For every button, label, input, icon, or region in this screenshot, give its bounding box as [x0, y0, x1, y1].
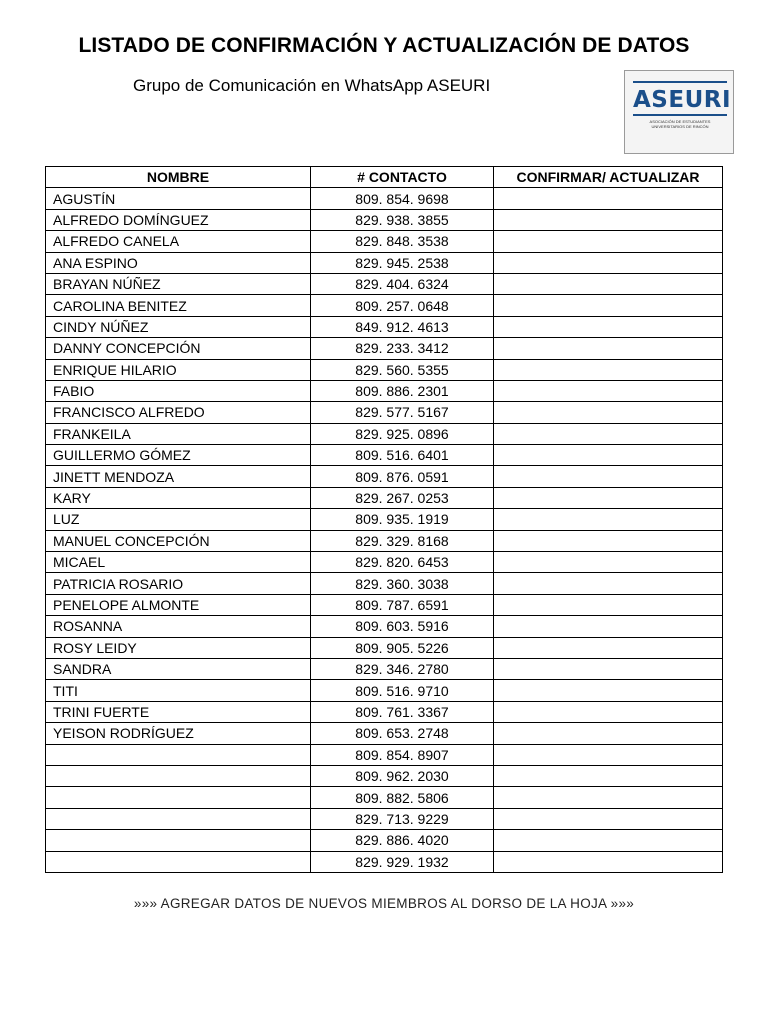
contact-name: ROSANNA	[46, 616, 311, 637]
table-row	[46, 787, 723, 808]
contact-phone: 809. 962. 2030	[311, 765, 494, 786]
contact-phone: 829. 820. 6453	[311, 552, 494, 573]
table-row	[46, 295, 723, 316]
confirm-cell[interactable]	[494, 530, 723, 551]
table-row	[46, 252, 723, 273]
table-row	[46, 380, 723, 401]
confirm-cell[interactable]	[494, 466, 723, 487]
contact-phone: 809. 854. 8907	[311, 744, 494, 765]
contact-phone: 829. 945. 2538	[311, 252, 494, 273]
confirm-cell[interactable]	[494, 701, 723, 722]
table-row	[46, 573, 723, 594]
contact-name: FRANCISCO ALFREDO	[46, 402, 311, 423]
contact-name: ROSY LEIDY	[46, 637, 311, 658]
contact-name: CINDY NÚÑEZ	[46, 316, 311, 337]
header-nombre: NOMBRE	[46, 167, 311, 188]
table-row	[46, 765, 723, 786]
table-row	[46, 830, 723, 851]
header-contacto: # CONTACTO	[311, 167, 494, 188]
contact-phone: 809. 516. 6401	[311, 445, 494, 466]
contact-name: ENRIQUE HILARIO	[46, 359, 311, 380]
table-row	[46, 316, 723, 337]
contact-phone: 829. 404. 6324	[311, 273, 494, 294]
confirm-cell[interactable]	[494, 509, 723, 530]
confirm-cell[interactable]	[494, 380, 723, 401]
table-row	[46, 487, 723, 508]
confirm-cell[interactable]	[494, 787, 723, 808]
table-row	[46, 552, 723, 573]
table-row	[46, 466, 723, 487]
contact-phone: 829. 713. 9229	[311, 808, 494, 829]
table-row	[46, 658, 723, 679]
contact-name: CAROLINA BENITEZ	[46, 295, 311, 316]
contact-name: MICAEL	[46, 552, 311, 573]
table-row	[46, 723, 723, 744]
contact-phone: 829. 886. 4020	[311, 830, 494, 851]
confirm-cell[interactable]	[494, 295, 723, 316]
confirm-cell[interactable]	[494, 680, 723, 701]
table-row	[46, 808, 723, 829]
contact-name: JINETT MENDOZA	[46, 466, 311, 487]
confirm-cell[interactable]	[494, 744, 723, 765]
contact-name: DANNY CONCEPCIÓN	[46, 338, 311, 359]
table-row	[46, 594, 723, 615]
contact-name	[46, 808, 311, 829]
contact-name: BRAYAN NÚÑEZ	[46, 273, 311, 294]
confirm-cell[interactable]	[494, 445, 723, 466]
contact-phone: 829. 938. 3855	[311, 209, 494, 230]
contact-phone: 829. 848. 3538	[311, 231, 494, 252]
contact-phone: 809. 516. 9710	[311, 680, 494, 701]
contact-name: TITI	[46, 680, 311, 701]
contact-phone: 809. 876. 0591	[311, 466, 494, 487]
table-row	[46, 616, 723, 637]
contact-name: KARY	[46, 487, 311, 508]
table-row	[46, 851, 723, 872]
table-row	[46, 445, 723, 466]
contact-name: GUILLERMO GÓMEZ	[46, 445, 311, 466]
contact-name: ALFREDO DOMÍNGUEZ	[46, 209, 311, 230]
confirm-cell[interactable]	[494, 209, 723, 230]
contact-phone: 829. 233. 3412	[311, 338, 494, 359]
contact-name	[46, 851, 311, 872]
table-row	[46, 402, 723, 423]
logo-wordmark: ASEURI	[633, 87, 732, 113]
contact-phone: 849. 912. 4613	[311, 316, 494, 337]
contact-phone: 829. 577. 5167	[311, 402, 494, 423]
table-row	[46, 273, 723, 294]
table-row	[46, 188, 723, 209]
confirm-cell[interactable]	[494, 402, 723, 423]
confirm-cell[interactable]	[494, 658, 723, 679]
confirm-cell[interactable]	[494, 573, 723, 594]
contact-name: TRINI FUERTE	[46, 701, 311, 722]
contact-phone: 809. 603. 5916	[311, 616, 494, 637]
aseuri-logo	[624, 70, 734, 154]
contact-phone: 809. 787. 6591	[311, 594, 494, 615]
confirm-cell[interactable]	[494, 487, 723, 508]
contact-phone: 829. 346. 2780	[311, 658, 494, 679]
table-row	[46, 209, 723, 230]
contact-name: PATRICIA ROSARIO	[46, 573, 311, 594]
contact-name	[46, 744, 311, 765]
confirm-cell[interactable]	[494, 231, 723, 252]
table-row	[46, 423, 723, 444]
contact-name: ANA ESPINO	[46, 252, 311, 273]
table-row	[46, 359, 723, 380]
contact-name: AGUSTÍN	[46, 188, 311, 209]
logo-top-rule	[633, 81, 727, 83]
contact-name: YEISON RODRÍGUEZ	[46, 723, 311, 744]
contact-name: LUZ	[46, 509, 311, 530]
page-title: LISTADO DE CONFIRMACIÓN Y ACTUALIZACIÓN DE DATOS	[78, 34, 690, 57]
table-row	[46, 509, 723, 530]
contact-name: MANUEL CONCEPCIÓN	[46, 530, 311, 551]
confirm-cell[interactable]	[494, 830, 723, 851]
contact-phone: 809. 905. 5226	[311, 637, 494, 658]
table-row	[46, 680, 723, 701]
contact-phone: 809. 653. 2748	[311, 723, 494, 744]
confirm-cell[interactable]	[494, 637, 723, 658]
confirm-cell[interactable]	[494, 423, 723, 444]
footer-note: »»» AGREGAR DATOS DE NUEVOS MIEMBROS AL DORSO DE LA HOJA »»»	[133, 896, 635, 911]
contact-name: FABIO	[46, 380, 311, 401]
contact-phone: 829. 360. 3038	[311, 573, 494, 594]
table-row	[46, 744, 723, 765]
confirm-cell[interactable]	[494, 552, 723, 573]
contact-phone: 809. 882. 5806	[311, 787, 494, 808]
contact-phone: 829. 329. 8168	[311, 530, 494, 551]
table-row	[46, 530, 723, 551]
logo-tagline: ASOCIACIÓN DE ESTUDIANTES UNIVERSITARIOS DE RINCÓN	[649, 119, 711, 129]
confirm-cell[interactable]	[494, 359, 723, 380]
contact-name: SANDRA	[46, 658, 311, 679]
contact-name: PENELOPE ALMONTE	[46, 594, 311, 615]
confirm-cell[interactable]	[494, 723, 723, 744]
contact-phone: 809. 257. 0648	[311, 295, 494, 316]
contacts-table	[45, 166, 723, 873]
contact-phone: 829. 929. 1932	[311, 851, 494, 872]
contact-phone: 809. 761. 3367	[311, 701, 494, 722]
contact-phone: 829. 925. 0896	[311, 423, 494, 444]
table-row	[46, 637, 723, 658]
contact-phone: 829. 267. 0253	[311, 487, 494, 508]
header-confirmar: CONFIRMAR/ ACTUALIZAR	[494, 167, 723, 188]
confirm-cell[interactable]	[494, 252, 723, 273]
contact-phone: 829. 560. 5355	[311, 359, 494, 380]
contact-name: ALFREDO CANELA	[46, 231, 311, 252]
confirm-cell[interactable]	[494, 616, 723, 637]
table-row	[46, 338, 723, 359]
contact-phone: 809. 935. 1919	[311, 509, 494, 530]
logo-bottom-rule	[633, 114, 727, 116]
confirm-cell[interactable]	[494, 765, 723, 786]
contact-phone: 809. 886. 2301	[311, 380, 494, 401]
confirm-cell[interactable]	[494, 338, 723, 359]
confirm-cell[interactable]	[494, 808, 723, 829]
table-header-row	[46, 167, 723, 188]
table-row	[46, 231, 723, 252]
contact-name	[46, 830, 311, 851]
confirm-cell[interactable]	[494, 188, 723, 209]
confirm-cell[interactable]	[494, 851, 723, 872]
confirm-cell[interactable]	[494, 273, 723, 294]
confirm-cell[interactable]	[494, 594, 723, 615]
table-row	[46, 701, 723, 722]
contact-name	[46, 787, 311, 808]
page-subtitle: Grupo de Comunicación en WhatsApp ASEURI	[133, 76, 491, 95]
confirm-cell[interactable]	[494, 316, 723, 337]
contact-name	[46, 765, 311, 786]
contact-phone: 809. 854. 9698	[311, 188, 494, 209]
contact-name: FRANKEILA	[46, 423, 311, 444]
